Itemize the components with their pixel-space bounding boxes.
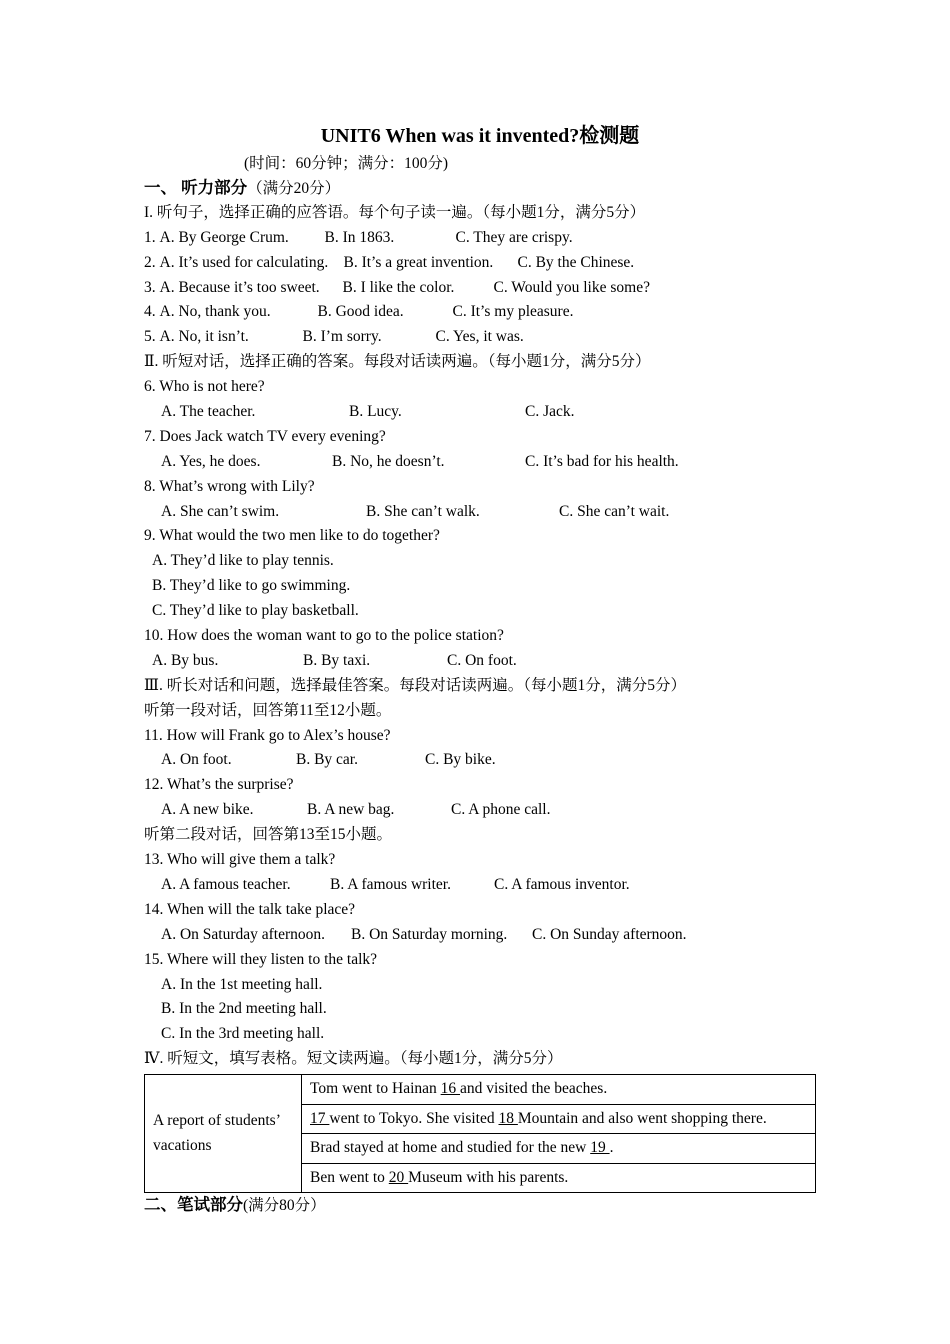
question-9-option-b: B. They’d like to go swimming. [152, 577, 351, 595]
blank-19[interactable]: 19 [590, 1139, 610, 1157]
blank-20[interactable]: 20 [388, 1168, 409, 1186]
question-3: 3. A. Because it’s too sweet. B. I like the color. C. Would you like some? [144, 278, 650, 296]
blank-18[interactable]: 18 [498, 1109, 518, 1127]
question-11-options: A. On foot. B. By car. C. By bike. [161, 751, 496, 769]
question-15-option-c: C. In the 3rd meeting hall. [161, 1025, 325, 1043]
section1-heading: 一、 听力部分（满分20分） [144, 178, 341, 197]
question-15: 15. Where will they listen to the talk? [144, 950, 378, 968]
question-8-options: A. She can’t swim. B. She can’t walk. C. She can’t wait. [161, 502, 670, 520]
dialog1-instruction: 听第一段对话，回答第11至12小题。 [144, 701, 392, 719]
section2-heading: 二、笔试部分(满分80分） [144, 1195, 326, 1215]
question-6-options: A. The teacher. B. Lucy. C. Jack. [161, 403, 575, 421]
dialog2-instruction: 听第二段对话，回答第13至15小题。 [144, 826, 393, 844]
part3-heading: Ⅲ. 听长对话和问题，选择最佳答案。每段对话读两遍。（每小题1分，满分5分） [144, 676, 686, 694]
table-label: A report of students’ vacations [145, 1075, 302, 1193]
question-12-options: A. A new bike. B. A new bag. C. A phone call. [161, 801, 551, 819]
question-7: 7. Does Jack watch TV every evening? [144, 427, 386, 445]
blank-17[interactable]: 17 [310, 1109, 330, 1127]
page-title: UNIT6 When was it invented?检测题 [320, 125, 640, 147]
question-9: 9. What would the two men like to do together? [144, 527, 440, 545]
vacation-report-table [144, 1074, 816, 1193]
time-line: (时间：60分钟；满分：100分) [244, 155, 449, 172]
blank-16[interactable]: 16 [440, 1080, 461, 1098]
question-12: 12. What’s the surprise? [144, 776, 294, 794]
question-15-option-b: B. In the 2nd meeting hall. [161, 1000, 327, 1018]
question-5: 5. A. No, it isn’t. B. I’m sorry. C. Yes, it was. [144, 328, 524, 346]
question-14: 14. When will the talk take place? [144, 900, 356, 918]
question-14-options: A. On Saturday afternoon. B. On Saturday morning. C. On Sunday afternoon. [161, 925, 687, 943]
question-13: 13. Who will give them a talk? [144, 851, 336, 869]
question-8: 8. What’s wrong with Lily? [144, 477, 315, 495]
question-1: 1. A. By George Crum. B. In 1863. C. They are crispy. [144, 228, 573, 246]
question-15-option-a: A. In the 1st meeting hall. [161, 975, 323, 993]
question-6: 6. Who is not here? [144, 378, 265, 396]
table-row-2: 17 went to Tokyo. She visited 18 Mountain and also went shopping there. [302, 1104, 816, 1134]
part2-heading: Ⅱ. 听短对话，选择正确的答案。每段对话读两遍。（每小题1分，满分5分） [144, 353, 651, 371]
question-2: 2. A. It’s used for calculating. B. It’s a great invention. C. By the Chinese. [144, 253, 635, 271]
question-7-options: A. Yes, he does. B. No, he doesn’t. C. It’s bad for his health. [161, 452, 679, 470]
question-11: 11. How will Frank go to Alex’s house? [144, 726, 391, 744]
exam-content [144, 120, 816, 1218]
question-9-option-a: A. They’d like to play tennis. [152, 552, 334, 570]
part4-heading: Ⅳ. 听短文，填写表格。短文读两遍。（每小题1分，满分5分） [144, 1050, 563, 1068]
question-13-options: A. A famous teacher. B. A famous writer. C. A famous inventor. [161, 875, 630, 893]
table-row-4: Ben went to 20 Museum with his parents. [302, 1163, 816, 1193]
question-10-options: A. By bus. B. By taxi. C. On foot. [152, 651, 517, 669]
part1-heading: I. 听句子，选择正确的应答语。每个句子读一遍。（每小题1分，满分5分） [144, 203, 646, 221]
table-row-1: Tom went to Hainan 16 and visited the beaches. [302, 1075, 816, 1105]
question-10: 10. How does the woman want to go to the police station? [144, 627, 504, 645]
table-row-3: Brad stayed at home and studied for the new 19 . [302, 1134, 816, 1164]
question-4: 4. A. No, thank you. B. Good idea. C. It’s my pleasure. [144, 303, 574, 321]
question-9-option-c: C. They’d like to play basketball. [152, 602, 359, 620]
